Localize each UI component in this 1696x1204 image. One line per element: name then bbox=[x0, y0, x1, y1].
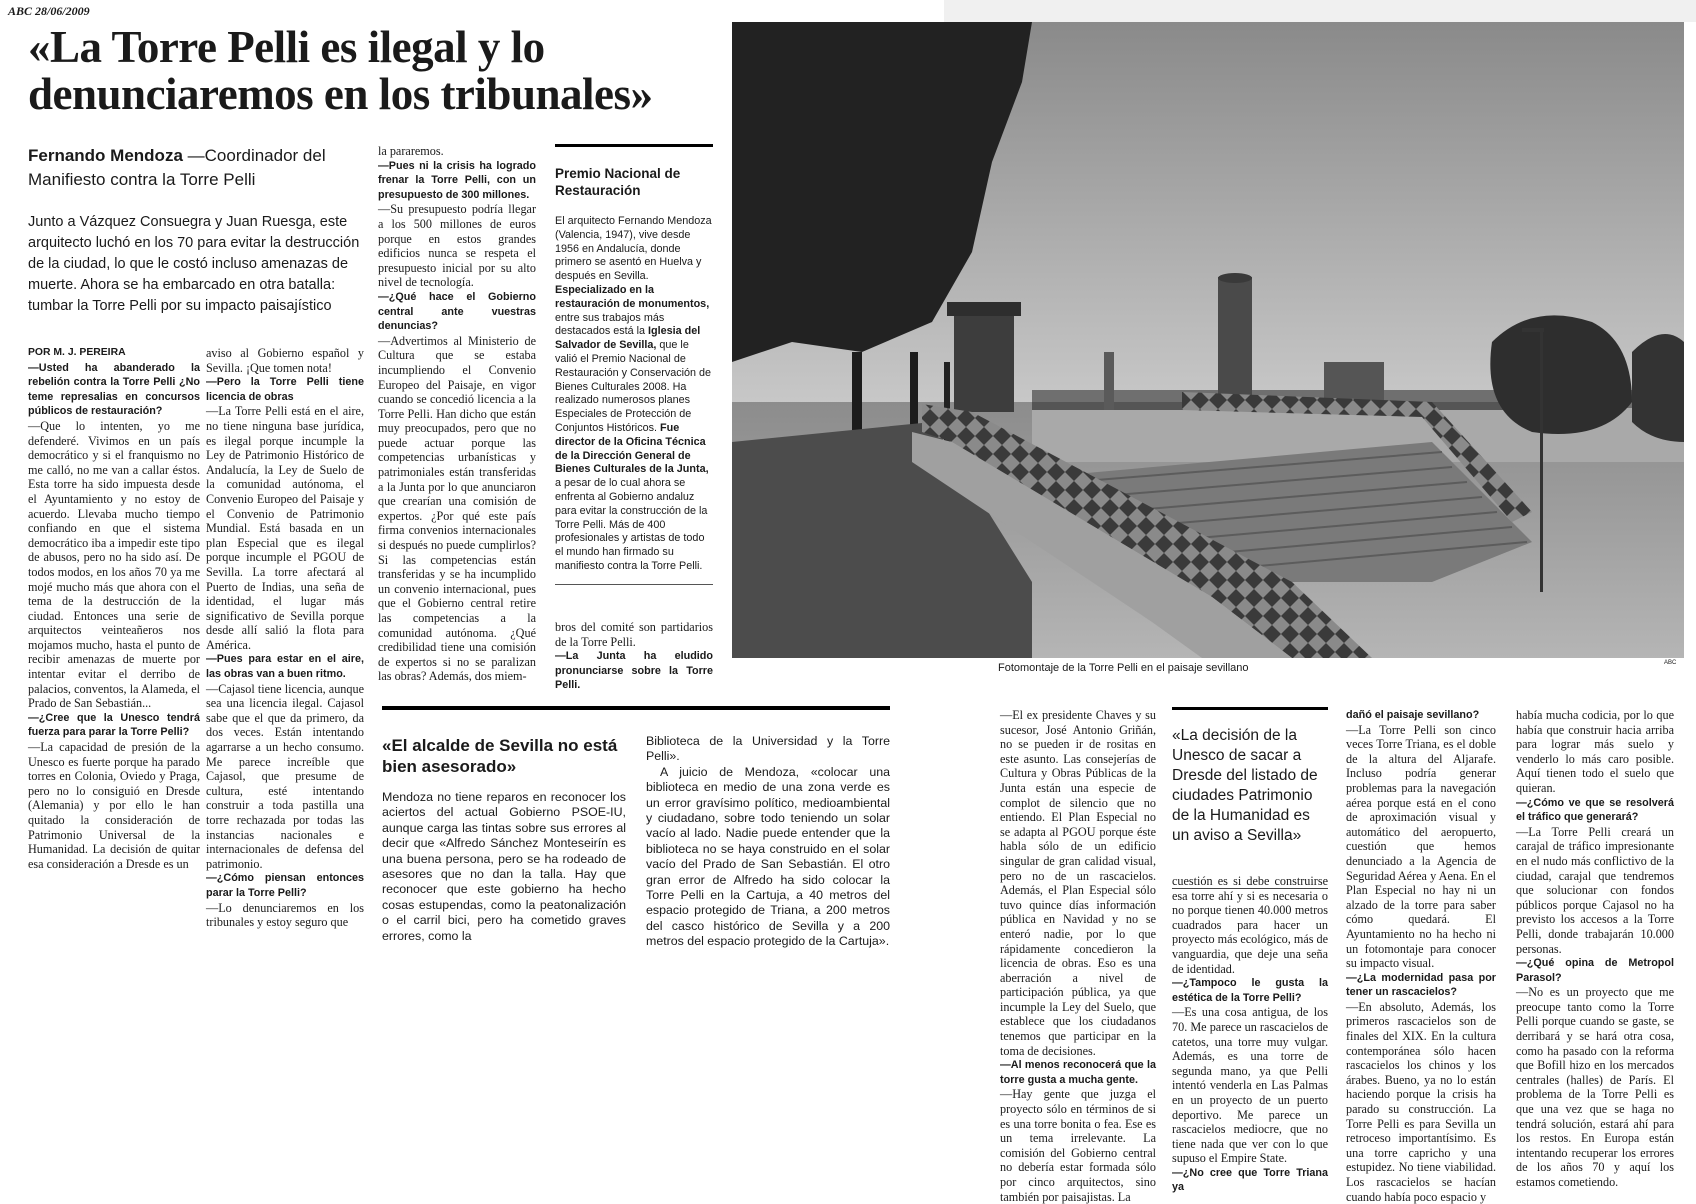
box-headline: «El alcalde de Sevilla no está bien asesorado» bbox=[382, 736, 618, 776]
answer: —Advertimos al Ministerio de Cultura que se estaba incumpliendo el Convenio Europeo del Paisaje, en vigor cuando se concedió licencia a la Torre Pelli. Han dicho que están muy preocupados, pero que no puede actuar porque las competencias urbanísticas y patrimoniales están transferidas a la Junta por lo que anunciaron que crearían una comisión de expertos. ¿Por qué este país firma convenios internacionales si después no puede cumplirlos? Si las competencias están transferidas y se ha incumplido un convenio internacional, pues que el Gobierno central retire las competencias a la comunidad autónoma. ¿Qué credibilidad tiene una comisión de expertos si no se paralizan las obras? Además, dos miem- bbox=[378, 333, 536, 684]
answer: —Que lo intenten, yo me defenderé. Vivimos en un país democrático y si el franquismo no me calló, no me van a callar éstos. Esta torre ha sido impuesta desde el Ayuntamiento y no estoy de acuerdo. Llevaba mucho tiempo confiando en que el sistema democrático iba a impedir este tipo de abusos, pero no ha sido así. De todos modos, en los años 70 ya me mojé mucho más que ahora con el tema de la destrucción de la ciudad. Entonces una serie de arquitectos veinteañeros nos mojamos mucho, hasta el punto de recibir amenazas de muerte por intentar evitar el derribo de palacios, conventos, la Alameda, el Prado de San Sebastián... bbox=[28, 418, 200, 711]
column-2 bbox=[206, 346, 364, 930]
column-4-tail bbox=[555, 620, 713, 693]
pullquote-box bbox=[1172, 707, 1328, 889]
author-signature: POR M. J. PEREIRA bbox=[28, 347, 126, 358]
question: —¿Cómo piensan entonces parar la Torre Pelli? bbox=[206, 872, 364, 899]
question: —¿Cómo ve que se resolverá el tráfico que generará? bbox=[1516, 796, 1674, 824]
question: —Al menos reconocerá que la torre gusta a mucha gente. bbox=[1000, 1059, 1156, 1086]
column-1-text bbox=[28, 361, 200, 872]
photo-illustration bbox=[732, 22, 1684, 658]
question: —Usted ha abanderado la rebelión contra la Torre Pelli ¿No teme represalias en concursos públicos de restauración? bbox=[28, 361, 200, 418]
byline-dash: — bbox=[187, 146, 205, 165]
lede: Junto a Vázquez Consuegra y Juan Ruesga, este arquitecto luchó en los 70 para evitar la destrucción de la ciudad, lo que le costó incluso amenazas de muerte. Ahora se ha embarcado en otra batalla: tumbar la Torre Pelli por su impacto paisajístico bbox=[28, 214, 360, 314]
sidebar-bold-3: Fue director de la Oficina Técnica de la Dirección General de Bienes Culturales de la Junta, bbox=[555, 421, 709, 476]
source-date-header: ABC 28/06/2009 bbox=[8, 4, 90, 18]
sidebar-bold-2: Iglesia del Salvador de Sevilla, bbox=[555, 325, 701, 352]
column-6-text bbox=[1172, 874, 1328, 1195]
sidebar-title: Premio Nacional de Restauración bbox=[555, 166, 681, 198]
answer: —La Torre Pelli son cinco veces Torre Triana, es el doble de la altura del Aljarafe. Incluso podría generar problemas para la navegación aérea porque está en el cono de aproximación visual y automático del aeropuerto, cuestión que hemos denunciado a la Agencia de Seguridad Aérea y Aena. En el Plan Especial no hay ni un alzado de la torre para saber cómo quedará. El Ayuntamiento no ha hecho ni un fotomontaje para conocer su impacto visual. bbox=[1346, 722, 1496, 971]
column-8 bbox=[1516, 708, 1674, 1190]
byline-name: Fernando Mendoza bbox=[28, 146, 183, 165]
sidebar-bottom-rule bbox=[555, 584, 713, 585]
question: —¿Qué opina de Metropol Parasol? bbox=[1516, 957, 1674, 984]
photo-credit: ABC bbox=[1664, 660, 1677, 666]
column-3-text bbox=[378, 144, 536, 684]
column-6 bbox=[1172, 874, 1328, 1195]
box-top-rule bbox=[382, 706, 890, 710]
sidebar-text-2: entre sus trabajos más destacados está la bbox=[555, 311, 665, 338]
column-3 bbox=[378, 144, 536, 684]
question: —¿Tampoco le gusta la estética de la Torre Pelli? bbox=[1172, 977, 1328, 1004]
answer: —La capacidad de presión de la Unesco es fuerte porque ha parado torres en Colonia, Oviedo y Praga, pero no lo consiguió en Dresde (Alemania) y por ello le han quitado la consideración de Patrimonio Universal de la Humanidad. La decisión de quitar esa consideración a Dresde es un bbox=[28, 740, 200, 871]
column-7-text bbox=[1346, 708, 1496, 1204]
question: —Pero la Torre Pelli tiene licencia de obras bbox=[206, 376, 364, 403]
headline: «La Torre Pelli es ilegal y lo denunciaremos en los tribunales» bbox=[28, 22, 653, 119]
column-2-text bbox=[206, 346, 364, 930]
pullquote: «La decisión de la Unesco de sacar a Dresde del listado de ciudades Patrimonio de la Humanidad es un aviso a Sevilla» bbox=[1172, 727, 1318, 844]
sidebar-text-4: a pesar de lo cual ahora se enfrenta al Gobierno andaluz para evitar la construcción de la Torre Pelli. Más de 400 profesionales y artistas de todo el mundo han firmado su manifiesto contra la Torre Pelli. bbox=[555, 477, 708, 572]
photomontage-image bbox=[732, 22, 1684, 658]
column-1 bbox=[28, 346, 200, 871]
tower-shape bbox=[1218, 277, 1252, 397]
answer: —La Torre Pelli está en el aire, no tiene ninguna base jurídica, es ilegal porque incumple la Ley de Patrimonio Histórico de Andalucía, la Ley de Suelo de la comunidad autónoma, el Convenio Europeo del Paisaje y el Convenio de Patrimonio Mundial. Está basada en un plan Especial que es ilegal porque incumple el PGOU de Sevilla. La torre afectará al Puerto de Indias, una seña de identidad, el lugar más significativo de Sevilla porque desde allí salió la flota para América. bbox=[206, 404, 364, 652]
answer: cuestión es si debe construirse esa torre ahí y si es necesaria o no porque tienen 40.000 metros cuadrados para hacer un proyecto más ecológico, más de vanguardia, que deje una seña de identidad. bbox=[1172, 874, 1329, 976]
answer: —Lo denunciaremos en los tribunales y estoy seguro que bbox=[206, 900, 364, 930]
photo-caption: Fotomontaje de la Torre Pelli en el paisaje sevillano bbox=[998, 662, 1249, 674]
question: —¿Qué hace el Gobierno central ante vuestras denuncias? bbox=[378, 290, 536, 333]
byline bbox=[28, 144, 368, 192]
question: —¿La modernidad pasa por tener un rascacielos? bbox=[1346, 971, 1496, 999]
answer: —El ex presidente Chaves y su sucesor, José Antonio Griñán, no se pueden ir de rositas en este asunto. Las consejerías de Cultura y Obras Públicas de la Junta están una especie de complot de silencio que no entiendo. El Plan Especial no se adapta al PGOU porque éste habla sólo de un edificio singular de gran calidad visual, pero no de un rascacielos. Además, el Plan Especial sólo tuvo quince días información pública en Navidad y no se enteró nadie, por lo que rápidamente concedieron la licencia de obras. Eso es una aberración a nivel de participación pública, ya que incumple la Ley del Suelo, que establece que los ciudadanos tenemos que participar en la toma de decisiones. bbox=[1000, 708, 1156, 1058]
answer: había mucha codicia, por lo que había que construir hacia arriba para lograr más suelo y venderlo lo más caro posible. Aquí tienen todo el suelo que quieran. bbox=[1516, 708, 1674, 795]
question: —La Junta ha eludido pronunciarse sobre la Torre Pelli. bbox=[555, 650, 713, 692]
question: dañó el paisaje sevillano? bbox=[1346, 709, 1480, 721]
answer: —Es una cosa antigua, de los 70. Me parece un rascacielos de catetos, una torre muy vulgar. Además, es una torre de segunda mano, ya que Pelli intentó venderla en Las Palmas en un proyecto de un puerto deportivo. Me parece un rascacielos mediocre, que no tiene nada que ver con lo que supuso el Empire State. bbox=[1172, 1005, 1328, 1166]
column-4-text bbox=[555, 620, 713, 693]
sidebar-bold-1: Especializado en la restauración de monumentos, bbox=[555, 283, 710, 310]
box-paragraphs-2 bbox=[646, 734, 890, 950]
question: —Pues ni la crisis ha logrado frenar la Torre Pelli, con un presupuesto de 300 millones. bbox=[378, 159, 536, 201]
sidebar-body bbox=[555, 215, 713, 574]
answer: aviso al Gobierno español y Sevilla. ¡Que tomen nota! bbox=[206, 346, 364, 375]
sidebar-text-3: que le valió el Premio Nacional de Restauración y Conservación de Bienes Culturales 2008. Ha realizado numerosos planes Especiales de Protección de Conjuntos Históricos. bbox=[555, 339, 712, 434]
column-5 bbox=[1000, 708, 1156, 1204]
box-paragraph-1: Mendoza no tiene reparos en reconocer los aciertos del actual Gobierno PSOE-IU, aunque carga las tintas sobre sus errores al decir que «Alfredo Sánchez Monteseirín es una buena persona, pero se ha rodeado de asesores que no dan la talla. Hay que reconocer que este gobierno ha hecho cosas estupendas, como la peatonalización o el carril bici, pero ha cometido graves errores, como la bbox=[382, 790, 626, 943]
answer: —Hay gente que juzga el proyecto sólo en términos de si es una torre bonita o fea. Ese es un tema irrelevante. La comisión del Gobierno central no debería estar formada sólo por cinco arquitectos, sino también por paisajistas. La bbox=[1000, 1087, 1156, 1204]
answer: bros del comité son partidarios de la Torre Pelli. bbox=[555, 620, 713, 649]
column-7 bbox=[1346, 708, 1496, 1204]
answer: —No es un proyecto que me preocupe tanto como la Torre Pelli porque cuando se gaste, se derribará y se hará otra cosa, como ha pasado con la reforma que Bofill hizo en los mercados centrales (halles) de París. El problema de la Torre Pelli es que una vez que se haga no tendrá solución, estará ahí para los restos. En Europa están intentando recuperar los errores de los años 70 y aquí los estamos cometiendo. bbox=[1516, 985, 1674, 1189]
sidebar-rule bbox=[555, 144, 713, 147]
scan-background-band bbox=[944, 0, 1696, 22]
answer: —Cajasol tiene licencia, aunque sea una licencia ilegal. Cajasol sabe que el que da primero, da dos veces. Están intentando agarrarse a un hecho consumo. Me parece increíble que Cajasol, que presume de cultura, esté intentando construir a toda pastilla una torre rechazada por todas las instancias nacionales e internacionales de defensa del patrimonio. bbox=[206, 681, 364, 871]
pullquote-top-rule bbox=[1172, 707, 1328, 710]
box-paragraph-2: Biblioteca de la Universidad y la Torre Pelli». bbox=[646, 734, 890, 764]
question: —Pues para estar en el aire, las obras van a buen ritmo. bbox=[206, 653, 364, 681]
column-8-text bbox=[1516, 708, 1674, 1190]
answer: la pararemos. bbox=[378, 144, 444, 158]
byline-role: Coordinador del Manifiesto contra la Torre Pelli bbox=[28, 146, 326, 189]
question: —¿Cree que la Unesco tendrá fuerza para parar la Torre Pelli? bbox=[28, 711, 200, 739]
answer: —En absoluto, Además, los primeros rascacielos son de finales del XIX. En la cultura contemporánea sólo hacen rascacielos los chinos y los árabes. Bueno, ya no lo están haciendo porque la crisis ha parado su construcción. La Torre Pelli es para Sevilla un retroceso importantísimo. Es una torre capricho y una estupidez. No tiene viabilidad. Los rascacielos se hacían cuando había poco espacio y bbox=[1346, 999, 1496, 1204]
sidebar-box bbox=[555, 144, 713, 585]
box-paragraph-3: A juicio de Mendoza, «colocar una biblioteca en medio de una zona verde es un error gravísimo político, medioambiental y ciudadano, sobre todo teniendo un solar vacío al lado. Nadie puede entender que la biblioteca no se haya construido en el solar vacío del Prado de San Sebastián. El otro gran error de Alfredo ha sido colocar la Torre Pelli en la Cartuja, a 40 metros del espacio protegido de Triana, a 200 metros del casco histórico de Sevilla y a 200 metros del espacio protegido de la Cartuja». bbox=[646, 764, 890, 949]
column-5-text bbox=[1000, 708, 1156, 1204]
sidebar-text-1: El arquitecto Fernando Mendoza (Valencia, 1947), vive desde 1956 en Andalucía, donde primero se asentó en Huelva y después en Sevilla. bbox=[555, 215, 712, 283]
answer: —La Torre Pelli creará un carajal de tráfico impresionante en el nudo más conflictivo de la ciudad, carajal que tendremos que solucionar con fondos públicos porque Cajasol no ha previsto los accesos a la Torre Pelli, donde trabajarán 10.000 personas. bbox=[1516, 824, 1674, 956]
answer: —Su presupuesto podría llegar a los 500 millones de euros porque en estos grandes edificios nunca se respeta el presupuesto inicial por su alto nivel de tecnología. bbox=[378, 202, 536, 290]
question: —¿No cree que Torre Triana ya bbox=[1172, 1166, 1328, 1194]
